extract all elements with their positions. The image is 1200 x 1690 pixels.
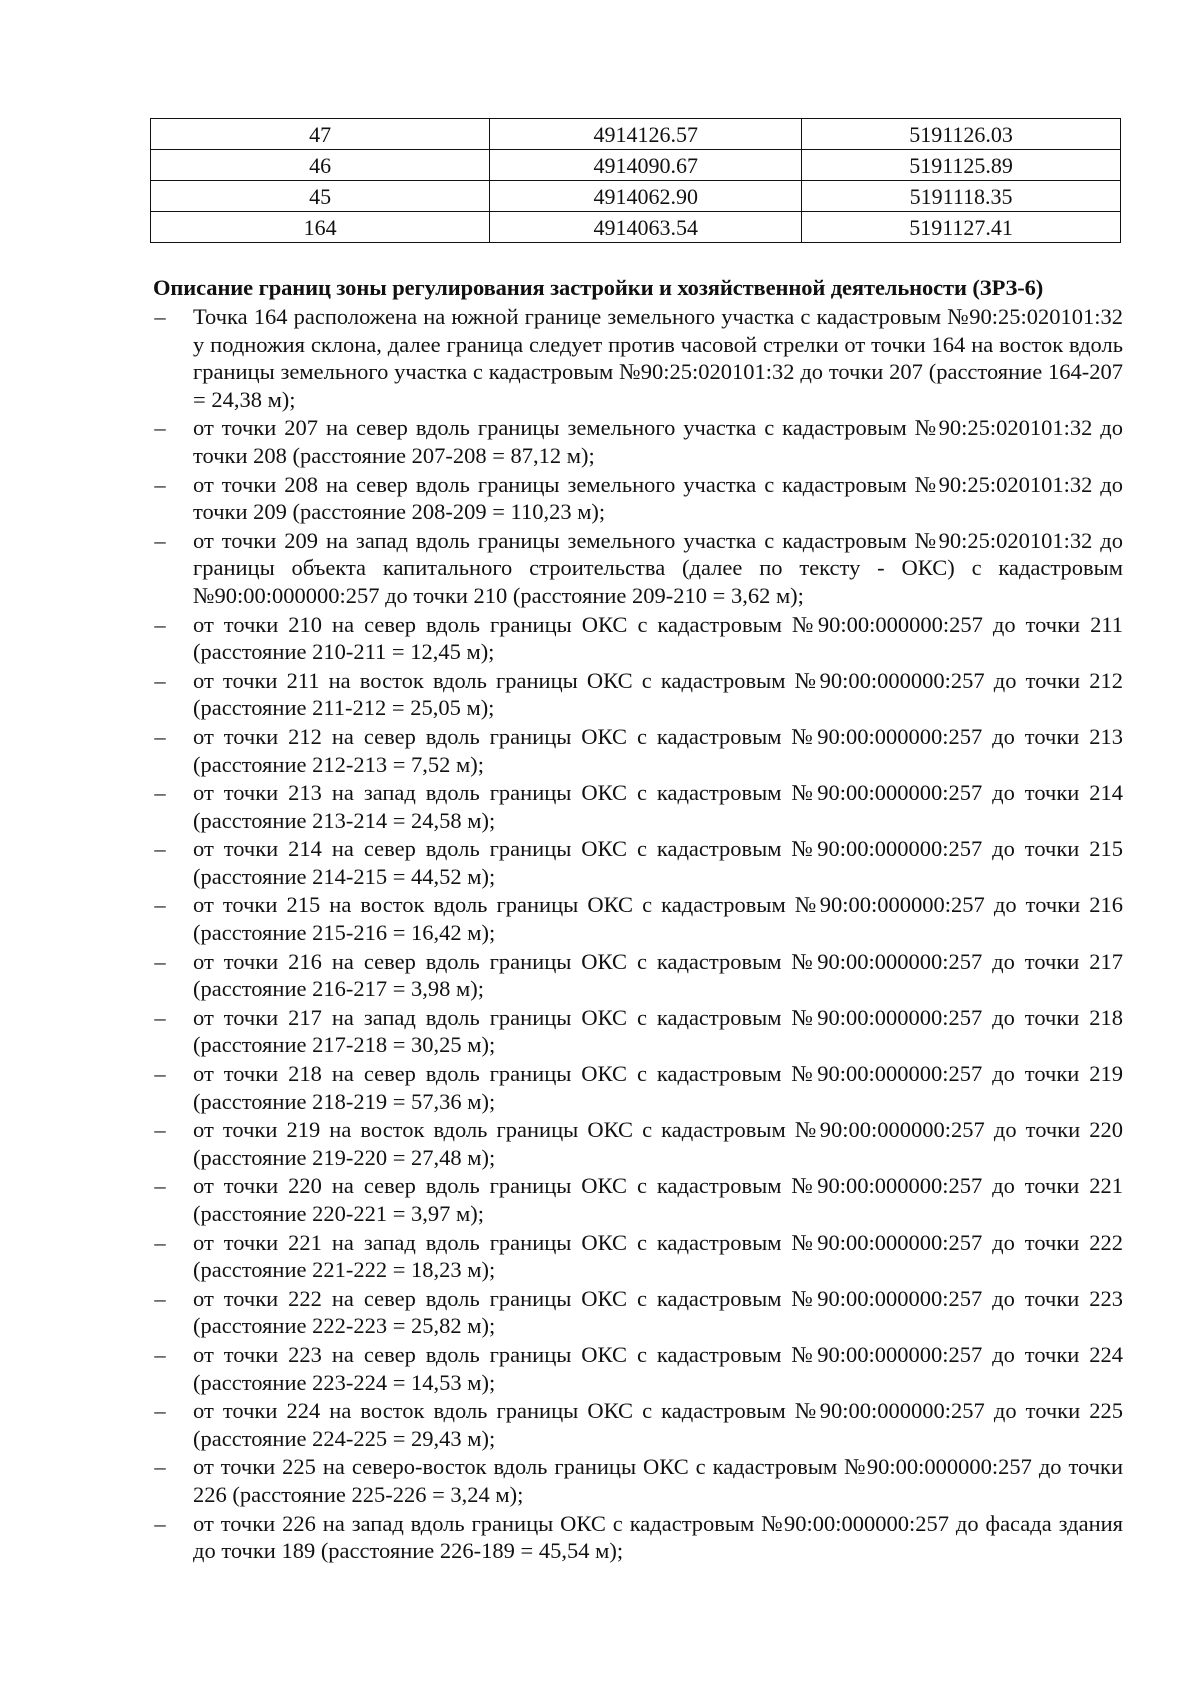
list-item-text: от точки 222 на север вдоль границы ОКС с кадастровым №90:00:000000:257 до точки 223 (расстояние 222-223 = 25,82 м); bbox=[193, 1285, 1123, 1339]
list-item-text: от точки 212 на север вдоль границы ОКС с кадастровым №90:00:000000:257 до точки 213 (расстояние 212-213 = 7,52 м); bbox=[193, 723, 1123, 777]
list-item bbox=[150, 1004, 1123, 1059]
point-number-cell: 164 bbox=[151, 212, 490, 243]
list-item-text: от точки 219 на восток вдоль границы ОКС с кадастровым №90:00:000000:257 до точки 220 (расстояние 219-220 = 27,48 м); bbox=[193, 1117, 1123, 1170]
list-item bbox=[150, 1285, 1123, 1340]
dash-bullet: – bbox=[154, 1398, 166, 1424]
list-item bbox=[150, 1116, 1123, 1171]
list-item bbox=[150, 1229, 1123, 1284]
list-item-text: от точки 221 на запад вдоль границы ОКС с кадастровым №90:00:000000:257 до точки 222 (расстояние 221-222 = 18,23 м); bbox=[193, 1229, 1123, 1283]
x-coordinate-cell: 4914063.54 bbox=[490, 212, 802, 243]
list-item-text: от точки 217 на запад вдоль границы ОКС с кадастровым №90:00:000000:257 до точки 218 (расстояние 217-218 = 30,25 м); bbox=[193, 1004, 1123, 1058]
list-item-text: от точки 223 на север вдоль границы ОКС с кадастровым №90:00:000000:257 до точки 224 (расстояние 223-224 = 14,53 м); bbox=[193, 1341, 1123, 1395]
list-item bbox=[150, 1341, 1123, 1396]
section-heading: Описание границ зоны регулирования застройки и хозяйственной деятельности (ЗРЗ-6) bbox=[153, 275, 1044, 300]
list-item-text: от точки 225 на северо-восток вдоль границы ОКС с кадастровым №90:00:000000:257 до точки 226 (расстояние 225-226 = 3,24 м); bbox=[193, 1454, 1123, 1507]
list-item bbox=[150, 891, 1123, 946]
dash-bullet: – bbox=[154, 723, 166, 749]
dash-bullet: – bbox=[154, 1285, 166, 1311]
point-number-cell: 45 bbox=[151, 181, 490, 212]
table-row bbox=[151, 119, 1121, 150]
dash-bullet: – bbox=[154, 304, 166, 329]
list-item bbox=[150, 303, 1123, 413]
dash-bullet: – bbox=[154, 1229, 166, 1255]
list-item bbox=[150, 611, 1123, 666]
list-item-text: от точки 216 на север вдоль границы ОКС с кадастровым №90:00:000000:257 до точки 217 (расстояние 216-217 = 3,98 м); bbox=[193, 948, 1123, 1002]
dash-bullet: – bbox=[154, 948, 166, 974]
x-coordinate-cell: 4914062.90 bbox=[490, 181, 802, 212]
table-row bbox=[151, 150, 1121, 181]
list-item-text: от точки 209 на запад вдоль границы земельного участка с кадастровым №90:25:020101:32 до границы объекта капитального строительства (далее по тексту - ОКС) с кадастровым №90:00:000000:257 до точки 210 (расстояние 209-210 = 3,62 м); bbox=[193, 527, 1123, 608]
list-item bbox=[150, 667, 1123, 722]
dash-bullet: – bbox=[154, 1004, 166, 1030]
dash-bullet: – bbox=[154, 667, 166, 693]
list-item bbox=[150, 1172, 1123, 1227]
dash-bullet: – bbox=[154, 1341, 166, 1367]
list-item bbox=[150, 1060, 1123, 1115]
list-item-text: от точки 213 на запад вдоль границы ОКС с кадастровым №90:00:000000:257 до точки 214 (расстояние 213-214 = 24,58 м); bbox=[193, 780, 1123, 833]
y-coordinate-cell: 5191126.03 bbox=[802, 119, 1121, 150]
list-item-text: от точки 220 на север вдоль границы ОКС с кадастровым №90:00:000000:257 до точки 221 (расстояние 220-221 = 3,97 м); bbox=[193, 1173, 1123, 1226]
list-item bbox=[150, 471, 1123, 526]
dash-bullet: – bbox=[154, 527, 166, 553]
y-coordinate-cell: 5191127.41 bbox=[802, 212, 1121, 243]
list-item-text: от точки 226 на запад вдоль границы ОКС с кадастровым №90:00:000000:257 до фасада здания до точки 189 (расстояние 226-189 = 45,54 м); bbox=[193, 1510, 1123, 1564]
dash-bullet: – bbox=[154, 836, 166, 862]
table-row bbox=[151, 212, 1121, 243]
point-number-cell: 46 bbox=[151, 150, 490, 181]
dash-bullet: – bbox=[154, 892, 166, 918]
list-item-text: от точки 218 на север вдоль границы ОКС с кадастровым №90:00:000000:257 до точки 219 (расстояние 218-219 = 57,36 м); bbox=[193, 1061, 1123, 1114]
list-item-text: от точки 214 на север вдоль границы ОКС с кадастровым №90:00:000000:257 до точки 215 (расстояние 214-215 = 44,52 м); bbox=[193, 836, 1123, 889]
x-coordinate-cell: 4914090.67 bbox=[490, 150, 802, 181]
dash-bullet: – bbox=[154, 1454, 166, 1480]
list-item bbox=[150, 1510, 1123, 1565]
list-item-text: от точки 224 на восток вдоль границы ОКС с кадастровым №90:00:000000:257 до точки 225 (расстояние 224-225 = 29,43 м); bbox=[193, 1398, 1123, 1451]
dash-bullet: – bbox=[154, 1510, 166, 1536]
list-item-text: от точки 215 на восток вдоль границы ОКС с кадастровым №90:00:000000:257 до точки 216 (расстояние 215-216 = 16,42 м); bbox=[193, 892, 1123, 946]
x-coordinate-cell: 4914126.57 bbox=[490, 119, 802, 150]
list-item-text: от точки 210 на север вдоль границы ОКС с кадастровым №90:00:000000:257 до точки 211 (расстояние 210-211 = 12,45 м); bbox=[193, 611, 1123, 665]
dash-bullet: – bbox=[154, 1173, 166, 1199]
list-item bbox=[150, 779, 1123, 834]
dash-bullet: – bbox=[154, 471, 166, 497]
table-row bbox=[151, 181, 1121, 212]
list-item bbox=[150, 948, 1123, 1003]
dash-bullet: – bbox=[154, 611, 166, 637]
list-item bbox=[150, 527, 1123, 610]
point-number-cell: 47 bbox=[151, 119, 490, 150]
list-item-text: от точки 208 на север вдоль границы земельного участка с кадастровым №90:25:020101:32 до точки 209 (расстояние 208-209 = 110,23 м); bbox=[193, 471, 1123, 525]
dash-bullet: – bbox=[154, 780, 166, 806]
dash-bullet: – bbox=[154, 415, 166, 441]
boundary-description-list bbox=[150, 303, 1123, 1566]
list-item bbox=[150, 1453, 1123, 1508]
list-item bbox=[150, 723, 1123, 778]
y-coordinate-cell: 5191118.35 bbox=[802, 181, 1121, 212]
list-item bbox=[150, 414, 1123, 469]
list-item bbox=[150, 835, 1123, 890]
dash-bullet: – bbox=[154, 1117, 166, 1143]
coordinates-table bbox=[150, 118, 1121, 243]
list-item-text: Точка 164 расположена на южной границе земельного участка с кадастровым №90:25:020101:32 у подножия склона, далее граница следует против часовой стрелки от точки 164 на восток вдоль границы земельного участка с кадастровым №90:25:020101:32 до точки 207 (расстояние 164-207 = 24,38 м); bbox=[193, 304, 1123, 412]
y-coordinate-cell: 5191125.89 bbox=[802, 150, 1121, 181]
list-item-text: от точки 207 на север вдоль границы земельного участка с кадастровым №90:25:020101:32 до точки 208 (расстояние 207-208 = 87,12 м); bbox=[193, 415, 1123, 468]
list-item bbox=[150, 1397, 1123, 1452]
list-item-text: от точки 211 на восток вдоль границы ОКС с кадастровым №90:00:000000:257 до точки 212 (расстояние 211-212 = 25,05 м); bbox=[193, 667, 1123, 721]
dash-bullet: – bbox=[154, 1061, 166, 1087]
